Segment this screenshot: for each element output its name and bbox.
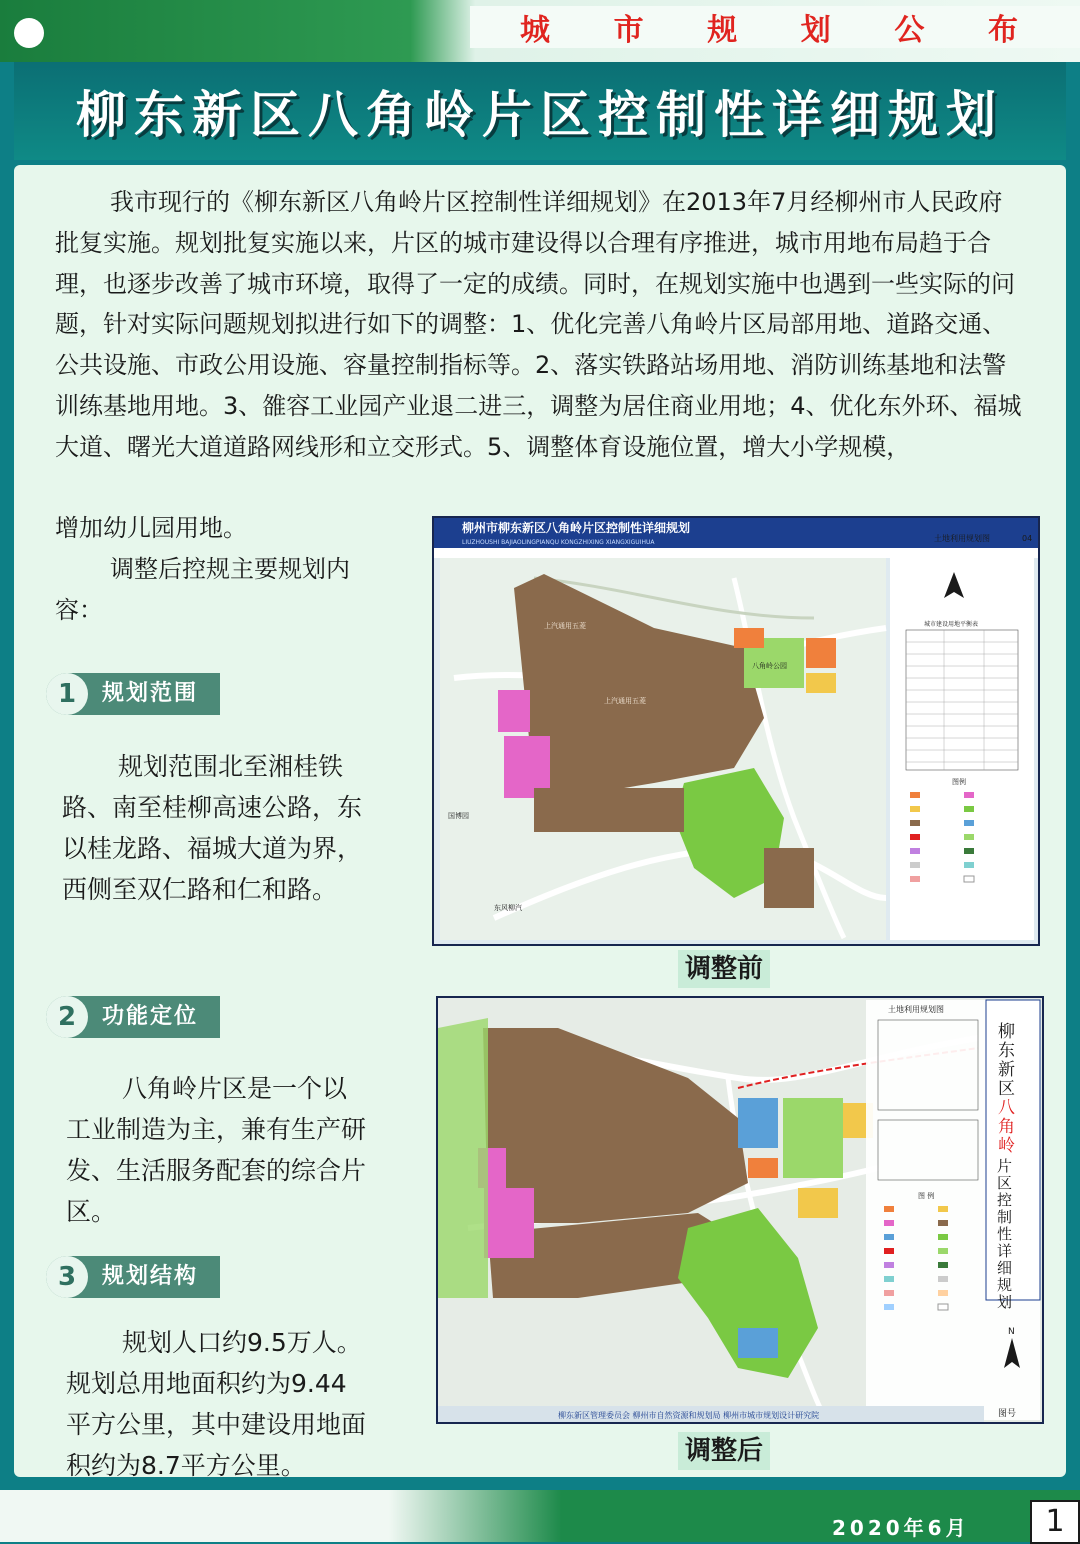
- map-label: 国博园: [448, 812, 469, 820]
- page-number: 1: [1030, 1500, 1080, 1544]
- section-body-2: 八角岭片区是一个以工业制造为主，兼有生产研发、生活服务配套的综合片区。: [66, 1074, 367, 1226]
- map-label: 八角岭公园: [752, 662, 787, 670]
- map-footer: 柳东新区管理委员会 柳州市自然资源和规划局 柳州市城市规划设计研究院: [558, 1411, 820, 1420]
- north-label: N: [1008, 1327, 1015, 1337]
- map-before-graphic: [434, 518, 1038, 944]
- page-title: 柳东新区八角岭片区控制性详细规划: [76, 86, 1004, 144]
- section-number-badge: 3: [46, 1256, 88, 1298]
- map-legend-panel: [890, 558, 1034, 940]
- header-label-char: 划: [800, 13, 833, 48]
- map-green-belt: [438, 1018, 488, 1298]
- header-label-char: 布: [987, 13, 1020, 48]
- header-label-char: 市: [613, 13, 646, 48]
- section-header-3: [46, 1256, 220, 1298]
- header-dot-icon: [14, 18, 44, 48]
- map-sheet-number: 04: [1022, 534, 1033, 543]
- map-label: 上汽通用五菱: [604, 697, 646, 705]
- map-legend-title: 图例: [952, 778, 966, 786]
- map-residential-block: [806, 673, 836, 693]
- map-side-title-c: 片区控制性详细规划: [995, 1158, 1013, 1311]
- map-residential-block: [798, 1188, 838, 1218]
- header-label: [520, 6, 1020, 48]
- intro-paragraph-end: 增加幼儿园用地。: [55, 514, 247, 542]
- publish-date: 2020年6月: [832, 1516, 970, 1540]
- map-label: 东风柳汽: [494, 904, 522, 912]
- section-number-badge: 1: [46, 673, 88, 715]
- map-pink-block: [484, 1188, 534, 1258]
- map-public-block: [738, 1098, 778, 1148]
- section-title: 规划范围: [102, 681, 199, 706]
- map-label: 上汽通用五菱: [544, 622, 586, 630]
- map-figure-label: 图号: [998, 1409, 1017, 1419]
- map-after: [436, 996, 1044, 1424]
- header-label-char: 公: [894, 13, 927, 48]
- map-sheet-title: 土地利用规划图: [934, 534, 990, 543]
- map-banner-pinyin: LIUZHOUSHI BAJIAOLINGPIANQU KONGZHIXING XIANGXIGUIHUA: [462, 539, 655, 546]
- section-header-1: [46, 673, 220, 715]
- map-before-caption: 调整前: [678, 950, 770, 988]
- section-body-3: 规划人口约9.5万人。规划总用地面积约为9.44平方公里，其中建设用地面积约为8.7平方公里。: [66, 1328, 367, 1480]
- map-banner-title: 柳州市柳东新区八角岭片区控制性详细规划: [462, 521, 691, 535]
- map-after-graphic: [438, 998, 1042, 1422]
- map-legend-title: 图 例: [918, 1192, 935, 1200]
- map-industrial-block: [534, 788, 684, 832]
- section-body-1: 规划范围北至湘桂铁路、南至桂柳高速公路，东以桂龙路、福城大道为界，西侧至双仁路和仁和路。: [62, 752, 363, 904]
- map-pink-block: [498, 690, 530, 732]
- map-sheet-title: 土地利用规划图: [888, 1005, 944, 1014]
- map-commercial-block: [748, 1158, 778, 1178]
- map-before: [432, 516, 1040, 946]
- section-header-2: [46, 996, 220, 1038]
- map-side-title: [994, 1022, 1015, 1311]
- map-industrial-block: [764, 848, 814, 908]
- map-park-block: [783, 1098, 843, 1178]
- intro-subheading: 调整后控规主要规划内容：: [55, 555, 350, 624]
- section-title: 功能定位: [102, 1004, 199, 1029]
- map-banner-rule: [434, 548, 1038, 558]
- section-title: 规划结构: [102, 1264, 199, 1289]
- map-commercial-block: [806, 638, 836, 668]
- map-side-title-b: 八角岭: [994, 1098, 1014, 1155]
- header-label-char: 城: [520, 13, 552, 48]
- map-commercial-block: [734, 628, 764, 648]
- intro-paragraph: 我市现行的《柳东新区八角岭片区控制性详细规划》在2013年7月经柳州市人民政府批复实施。规划批复实施以来，片区的城市建设得以合理有序推进，城市用地布局趋于合理，也逐步改善了城市环境，取得了一定的成绩。同时，在规划实施中也遇到一些实际的问题，针对实际问题规划拟进行如下的调整：1、优化完善八角岭片区局部用地、道路交通、公共设施、市政公用设施、容量控制指标等。2、落实铁路站场用地、消防训练基地和法警训练基地用地。3、雒容工业园产业退二进三，调整为居住商业用地；4、优化东外环、福城大道、曙光大道道路网线形和立交形式。5、调整体育设施位置，增大小学规模，: [55, 188, 1022, 461]
- map-table-title: 城市建设用地平衡表: [924, 621, 979, 628]
- map-public-block: [738, 1328, 778, 1358]
- map-after-caption: 调整后: [678, 1432, 770, 1470]
- map-side-title-a: 柳东新区: [994, 1022, 1014, 1098]
- header-label-char: 规: [707, 13, 740, 48]
- section-number-badge: 2: [46, 996, 88, 1038]
